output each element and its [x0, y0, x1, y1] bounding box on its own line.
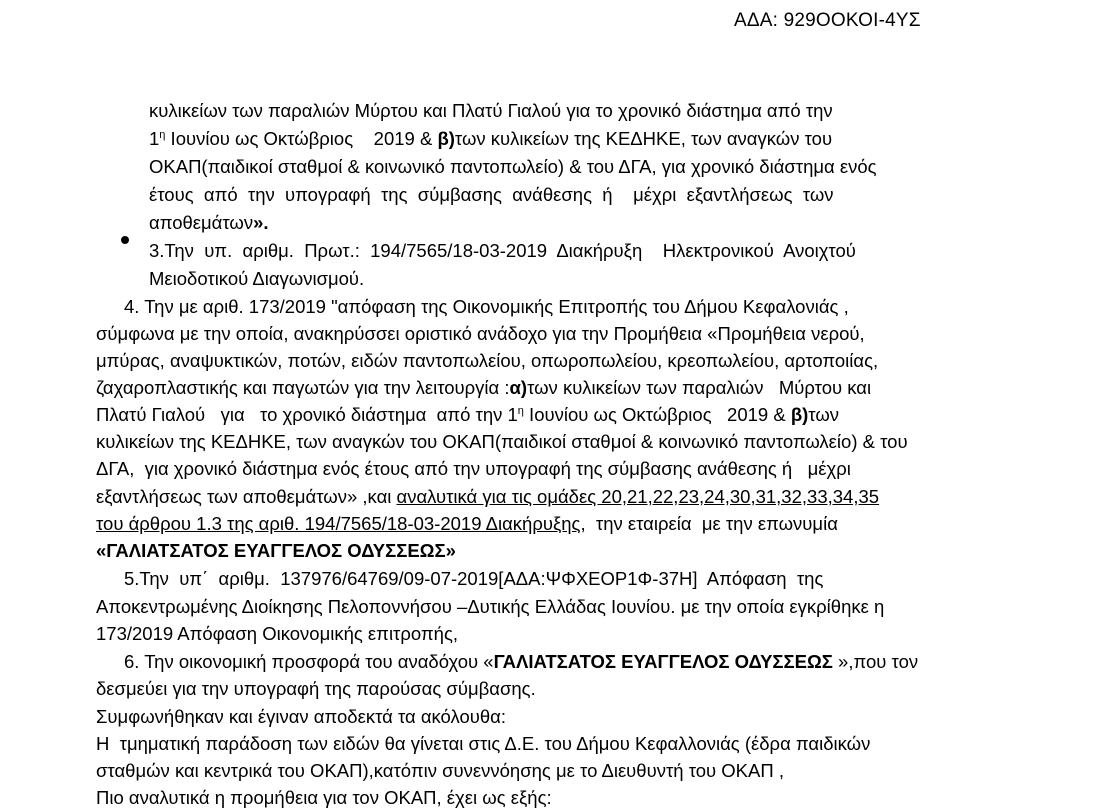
item2-line-3: ΟΚΑΠ(παιδικοί σταθμοί & κοινωνικό παντοπωλείο) & του ΔΓΑ, για χρονικό διάστημα ενός [149, 156, 877, 177]
item4-line-4: ζαχαροπλαστικής και παγωτών για την λειτουργία :α)των κυλικείων των παραλιών Μύρτου και [96, 377, 872, 398]
item4-line-5: Πλατύ Γιαλού για το χρονικό διάστημα από την $1^\eta$ Ιουνίου ως Οκτώβριος 2019 & β)των [96, 404, 840, 425]
delivery-line-1: Η τμηματική παράδοση των ειδών θα γίνεται στις Δ.Ε. του Δήμου Κεφαλλονιάς (έδρα παιδικών [96, 733, 871, 754]
item5-line-1: 5.Την υπ΄ αριθμ. 137976/64769/09-07-2019[ΑΔΑ:ΨΦΧΕΟΡ1Φ-37Η] Απόφαση της [124, 568, 824, 589]
procurement-intro-line: Πιο αναλυτικά η προμήθεια για τον ΟΚΑΠ, έχει ως εξής: [96, 787, 552, 808]
item5-line-2: Αποκεντρωμένης Διοίκησης Πελοποννήσου –Δυτικής Ελλάδας Ιουνίου. με την οποία εγκρίθηκε η [96, 596, 885, 617]
item4-line-2: σύμφωνα με την οποία, ανακηρύσσει οριστικό ανάδοχο για την Προμήθεια «Προμήθεια νερού, [96, 323, 865, 344]
item3-line-1: 3.Την υπ. αριθμ. Πρωτ.: 194/7565/18-03-2019 Διακήρυξη Ηλεκτρονικού Ανοιχτού [149, 240, 856, 261]
bullet-icon [121, 236, 129, 244]
item6-line-1: 6. Την οικονομική προσφορά του αναδόχου «ΓΑΛΙΑΤΣΑΤΟΣ ΕΥΑΓΓΕΛΟΣ ΟΔΥΣΣΕΩΣ »,που τον [124, 651, 919, 672]
item6-line-2: δεσμεύει για την υπογραφή της παρούσας σύμβασης. [96, 678, 536, 699]
item2-line-4: έτους από την υπογραφή της σύμβασης ανάθεσης ή μέχρι εξαντλήσεως των [149, 184, 834, 205]
item4-line-1: 4. Την με αριθ. 173/2019 "απόφαση της Οικονομικής Επιτροπής του Δήμου Κεφαλονιάς , [124, 296, 849, 317]
item5-line-3: 173/2019 Απόφαση Οικονομικής επιτροπής, [96, 623, 459, 644]
groups-reference-link: αναλυτικά για τις ομάδες 20,21,22,23,24,30,31,32,33,34,35 [396, 486, 880, 507]
delivery-line-2: σταθμών και κεντρικά του ΟΚΑΠ),κατόπιν συνεννόησης με το Διευθυντή του ΟΚΑΠ , [96, 760, 784, 781]
ada-identifier: ΑΔΑ: 929ΟΟΚΟΙ-4ΥΣ [734, 10, 921, 31]
contractor-name: «ΓΑΛΙΑΤΣΑΤΟΣ ΕΥΑΓΓΕΛΟΣ ΟΔΥΣΣΕΩΣ» [96, 540, 456, 561]
item4-line-10 [96, 538, 456, 563]
item4-line-8: εξαντλήσεως των αποθεμάτων» ,και αναλυτικά για τις ομάδες 20,21,22,23,24,30,31,32,33,34,35 [96, 486, 880, 507]
item2-line-5: αποθεμάτων». [149, 212, 269, 233]
item4-line-6: κυλικείων της ΚΕΔΗΚΕ, των αναγκών του ΟΚΑΠ(παιδικοί σταθμοί & κοινωνικό παντοπωλείο) & του [96, 431, 908, 452]
item2-line-1: κυλικείων των παραλιών Μύρτου και Πλατύ Γιαλού για το χρονικό διάστημα από την [149, 100, 833, 121]
article-reference: του άρθρου 1.3 της αριθ. 194/7565/18-03-2019 Διακήρυξης, [96, 513, 586, 534]
agreement-line: Συμφωνήθηκαν και έγιναν αποδεκτά τα ακόλουθα: [96, 706, 506, 727]
item2-line-2: $1^\eta$ Ιουνίου ως Οκτώβριος 2019 & β)των κυλικείων της ΚΕΔΗΚΕ, των αναγκών του [149, 128, 833, 149]
item4-line-7: ΔΓΑ, για χρονικό διάστημα ενός έτους από την υπογραφή της σύμβασης ανάθεσης ή μέχρι [96, 458, 851, 479]
item4-line-9: του άρθρου 1.3 της αριθ. 194/7565/18-03-2019 Διακήρυξης, την εταιρεία με την επωνυμία [96, 513, 838, 534]
item4-line-3: μπύρας, αναψυκτικών, ποτών, ειδών παντοπωλείου, οπωροπωλείου, κρεοπωλείου, αρτοποιίας, [96, 350, 879, 371]
item3-line-2: Μειοδοτικού Διαγωνισμού. [149, 268, 365, 289]
